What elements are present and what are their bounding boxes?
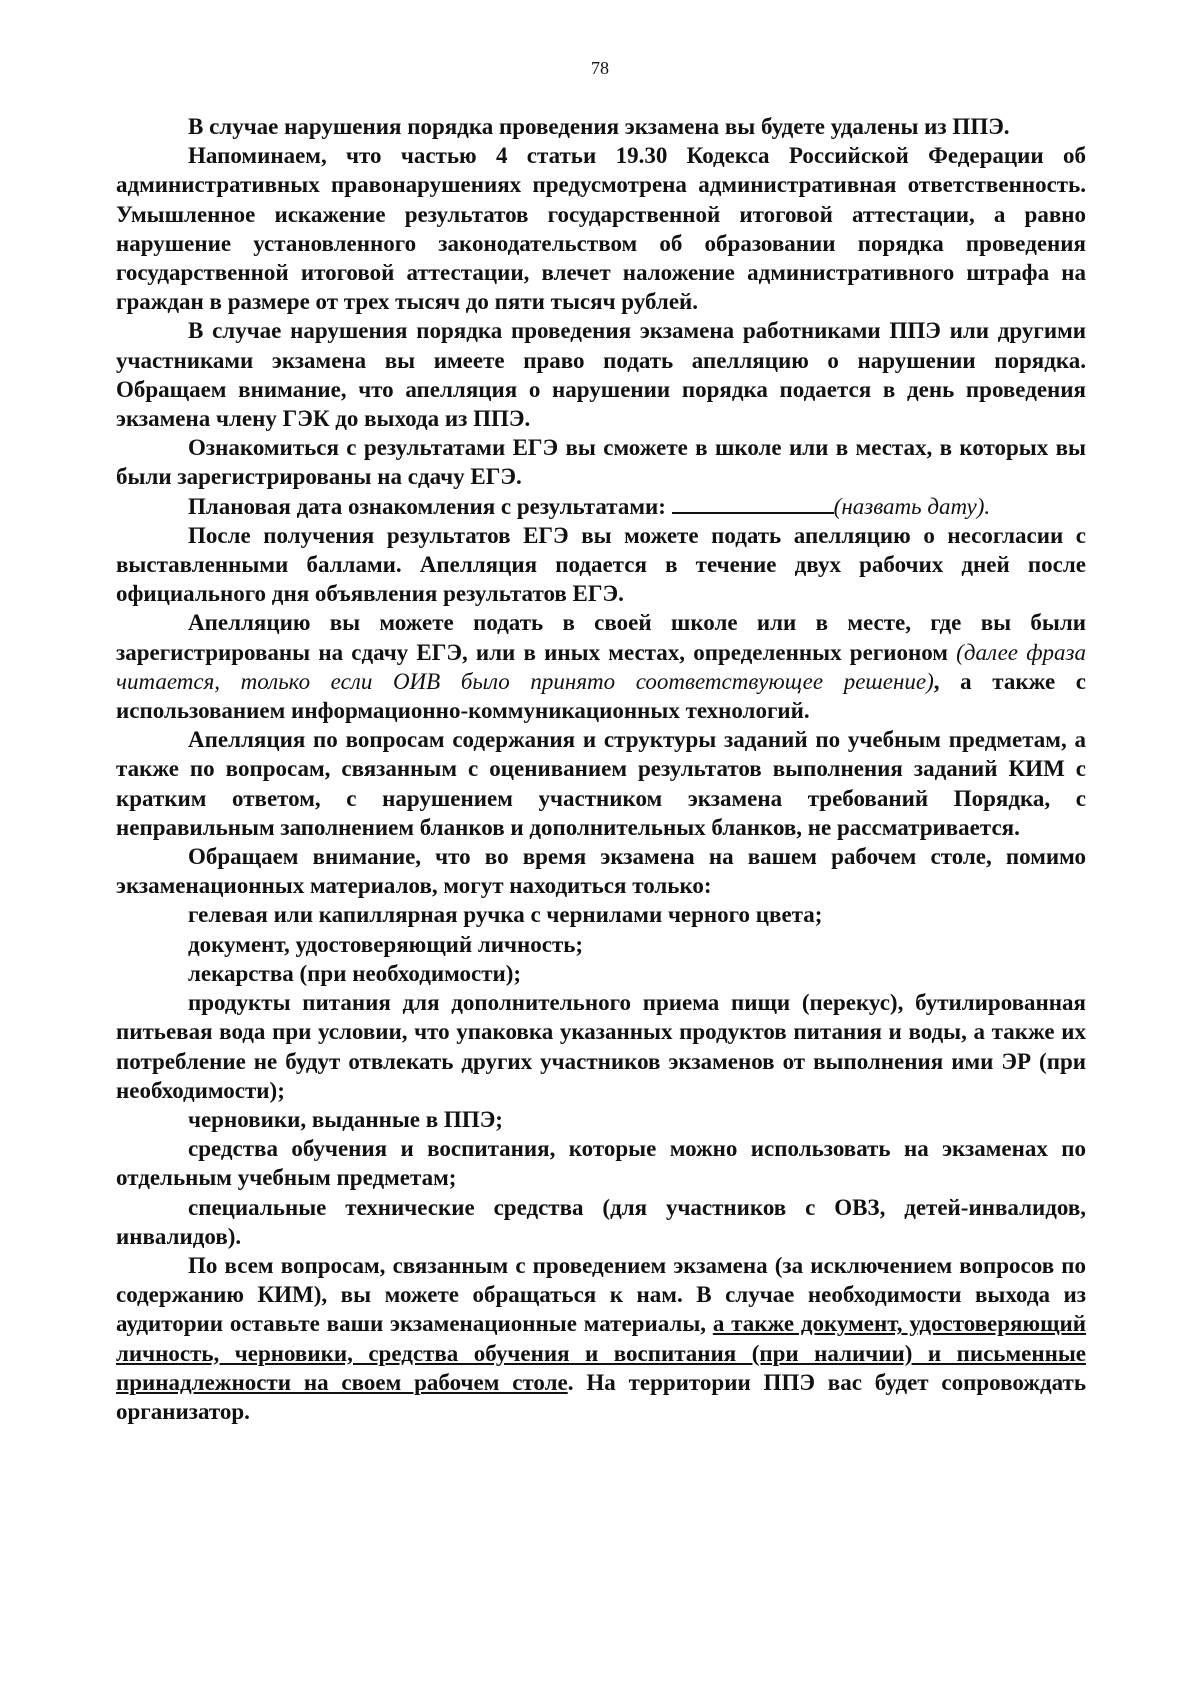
planned-date-label: Плановая дата ознакомления с результатами: [188, 493, 672, 519]
list-item-medicine: лекарства (при необходимости); [188, 960, 522, 986]
paragraph-appeal-disagreement: После получения результатов ЕГЭ вы можете подать апелляцию о несогласии с выставленными баллами. Апелляция подается в течение двух рабочих дней после официального дня объявления результатов ЕГЭ. [116, 522, 1086, 607]
appeal-where-end: , а также с использованием информационно-коммуникационных технологий. [116, 668, 1087, 724]
paragraph-removal-warning: В случае нарушения порядка проведения экзамена вы будете удалены из ППЭ. [188, 114, 1010, 139]
questions-end: . На территории ППЭ вас будет сопровождать организатор. [116, 1369, 1086, 1424]
document-body [116, 112, 1086, 1426]
date-blank-line [672, 492, 834, 514]
appeal-where-hint: (далее фраза читается, только если ОИВ было принято соответствующее решение) [116, 639, 1086, 694]
paragraph-appeal-violation: В случае нарушения порядка проведения экзамена работниками ППЭ или другими участниками экзамена вы имеете право подать апелляцию о нарушении порядка. Обращаем внимание, что апелляция о нарушении порядка подается в день проведения экзамена члену ГЭК до выхода из ППЭ. [116, 318, 1086, 432]
list-item-id-document: документ, удостоверяющий личность; [188, 931, 584, 957]
questions-text: По всем вопросам, связанным с проведением экзамена (за исключением вопросов по содержанию КИМ), вы можете обращаться к нам. В случае необходимости выхода из аудитории оставьте ваши экзаменационные материалы, [116, 1252, 1086, 1337]
appeal-where-text: Апелляцию вы можете подать в своей школе или в месте, где вы были зарегистрированы на сдачу ЕГЭ, или в иных местах, определенных регионом [116, 610, 1086, 665]
paragraph-administrative-liability: Напоминаем, что частью 4 статьи 19.30 Кодекса Российской Федерации об административных правонарушениях предусмотрена административная ответственность. Умышленное искажение результатов государственной итоговой аттестации, а равно нарушение установленного законодательством об образовании порядка проведения государственной итоговой аттестации, влечет наложение административного штрафа на граждан в размере от трех тысяч до пяти тысяч рублей. [116, 143, 1086, 315]
paragraph-results-location: Ознакомиться с результатами ЕГЭ вы сможете в школе или в местах, в которых вы были зарегистрированы на сдачу ЕГЭ. [116, 435, 1086, 490]
planned-date-hint: (назвать дату). [833, 493, 991, 519]
list-item-drafts: черновики, выданные в ППЭ; [188, 1106, 503, 1132]
page-number: 78 [591, 58, 609, 78]
underlined-instruction: а также документ, удостоверяющий личность, черновики, средства обучения и воспитания (при наличии) и письменные принадлежности на своем рабочем столе [116, 1311, 1086, 1395]
list-item-food: продукты питания для дополнительного приема пищи (перекус), бутилированная питьевая вода при условии, что упаковка указанных продуктов питания и воды, а также их потребление не будут отвлекать других участников экзаменов от выполнения ими ЭР (при необходимости); [116, 990, 1086, 1103]
paragraph-planned-date [116, 492, 1086, 521]
paragraph-questions-leaving [116, 1251, 1086, 1426]
list-item-special-equipment: специальные технические средства (для участников с ОВЗ, детей-инвалидов, инвалидов). [116, 1194, 1086, 1249]
list-item-pen: гелевая или капиллярная ручка с чернилами черного цвета; [188, 902, 823, 928]
paragraph-appeal-not-considered: Апелляция по вопросам содержания и структуры заданий по учебным предметам, а также по вопросам, связанным с оцениванием результатов выполнения заданий КИМ с кратким ответом, с нарушением участником экзамена требований Порядка, с неправильным заполнением бланков и дополнительных бланков, не рассматривается. [116, 727, 1086, 840]
paragraph-appeal-where [116, 608, 1086, 725]
paragraph-desk-items-intro: Обращаем внимание, что во время экзамена на вашем рабочем столе, помимо экзаменационных материалов, могут находиться только: [116, 844, 1086, 899]
list-item-learning-aids: средства обучения и воспитания, которые можно использовать на экзаменах по отдельным учебным предметам; [116, 1136, 1086, 1191]
